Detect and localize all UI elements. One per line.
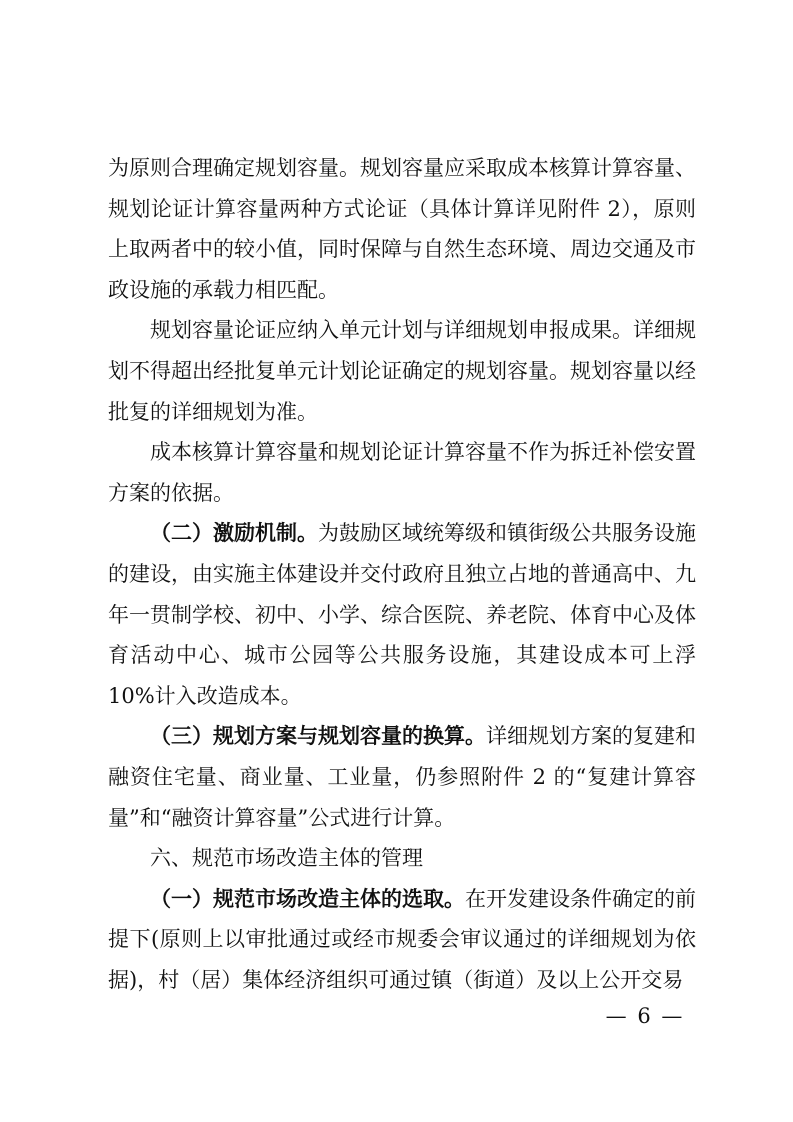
paragraph-plan-conversion xyxy=(108,716,696,838)
paragraph-text: 成本核算计算容量和规划论证计算容量不作为拆迁补偿安置方案的依据。 xyxy=(108,440,696,505)
paragraph-incentive-mechanism xyxy=(108,513,696,716)
paragraph-lead-heading: （一）规范市场改造主体的选取。 xyxy=(150,886,465,911)
document-body xyxy=(108,148,696,1000)
paragraph-lead-heading: （三）规划方案与规划容量的换算。 xyxy=(150,724,486,749)
paragraph-text: 详细规划方案的复建和融资住宅量、商业量、工业量，仍参照附件 2 的“复建计算容量”和“融资计算容量”公式进行计算。 xyxy=(108,724,696,830)
page-number: — 6 — xyxy=(605,1004,685,1028)
paragraph-text: 在开发建设条件确定的前提下(原则上以审批通过或经市规委会审议通过的详细规划为依据)，村（居）集体经济组织可通过镇（街道）及以上公开交易 xyxy=(108,886,696,992)
paragraph-capacity-principle xyxy=(108,148,696,310)
paragraph-compensation-basis xyxy=(108,432,696,513)
paragraph-text: 为原则合理确定规划容量。规划容量应采取成本核算计算容量、规划论证计算容量两种方式论证（具体计算详见附件 2），原则上取两者中的较小值，同时保障与自然生态环境、周边交通及市政设施的承载力相匹配。 xyxy=(108,156,696,302)
paragraph-text: 规划容量论证应纳入单元计划与详细规划申报成果。详细规划不得超出经批复单元计划论证确定的规划容量。规划容量以经批复的详细规划为准。 xyxy=(108,318,696,424)
paragraph-capacity-review xyxy=(108,310,696,432)
paragraph-text: 为鼓励区域统筹级和镇街级公共服务设施的建设，由实施主体建设并交付政府且独立占地的普通高中、九年一贯制学校、初中、小学、综合医院、养老院、体育中心及体育活动中心、城市公园等公共服务设施，其建设成本可上浮 10%计入改造成本。 xyxy=(108,521,696,708)
paragraph-entity-selection xyxy=(108,879,696,1001)
section-heading: 六、规范市场改造主体的管理 xyxy=(150,846,423,871)
paragraph-lead-heading: （二）激励机制。 xyxy=(150,521,318,546)
